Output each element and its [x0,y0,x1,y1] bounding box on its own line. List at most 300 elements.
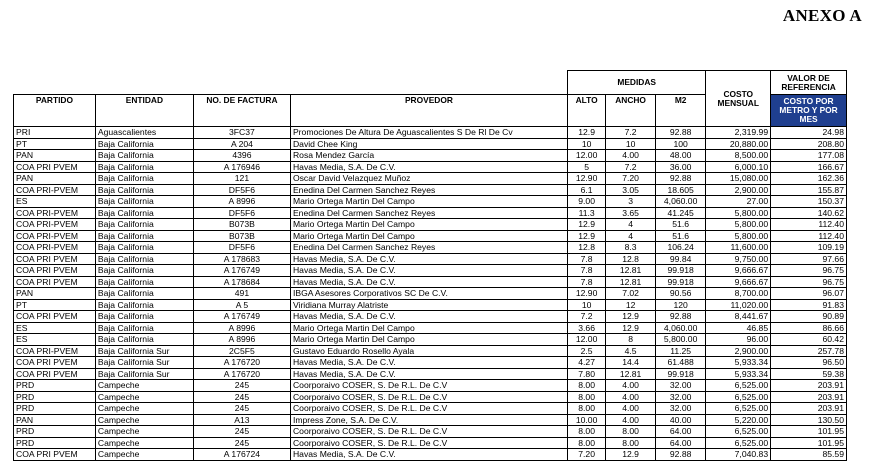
header-alto: ALTO [567,95,605,127]
table-row [14,196,847,208]
cell-proveedor: Viridiana Murray Alatriste [290,299,567,311]
cell-alto: 11.3 [567,207,605,219]
table-row [14,265,847,277]
cell-ancho: 4 [606,219,656,231]
table-row [14,161,847,173]
cell-entidad: Baja California [95,334,193,346]
cell-costo-mensual: 8,700.00 [706,288,771,300]
cell-m2: 18.605 [655,184,706,196]
cell-partido: PRD [14,391,96,403]
table-row [14,391,847,403]
cell-alto: 4.27 [567,357,605,369]
cell-m2: 99.84 [655,253,706,265]
cell-proveedor: Havas Media, S.A. De C.V. [290,449,567,461]
cell-entidad: Campeche [95,380,193,392]
table-row [14,311,847,323]
cell-no-factura: 245 [193,391,290,403]
cell-costo-por-metro: 150.37 [771,196,847,208]
cell-costo-por-metro: 96.50 [771,357,847,369]
cell-costo-mensual: 7,040.83 [706,449,771,461]
cell-entidad: Baja California Sur [95,357,193,369]
cell-proveedor: Havas Media, S.A. De C.V. [290,265,567,277]
cell-costo-por-metro: 130.50 [771,414,847,426]
cell-proveedor: Enedina Del Carmen Sanchez Reyes [290,184,567,196]
cell-alto: 6.1 [567,184,605,196]
cell-no-factura: A13 [193,414,290,426]
cell-entidad: Baja California [95,138,193,150]
header-entidad: ENTIDAD [95,95,193,127]
cell-costo-por-metro: 166.67 [771,161,847,173]
cell-costo-mensual: 2,319.99 [706,127,771,139]
cell-proveedor: Coorporaivo COSER, S. De R.L. De C.V [290,380,567,392]
cell-proveedor: Havas Media, S.A. De C.V. [290,311,567,323]
cell-entidad: Baja California [95,161,193,173]
cell-entidad: Campeche [95,437,193,449]
cell-proveedor: Oscar David Velazquez Muñoz [290,173,567,185]
cell-costo-por-metro: 177.08 [771,150,847,162]
cell-entidad: Baja California [95,322,193,334]
table-row [14,242,847,254]
cell-no-factura: A 8996 [193,196,290,208]
cell-m2: 99.918 [655,368,706,380]
cell-entidad: Baja California Sur [95,368,193,380]
cell-ancho: 12.81 [606,265,656,277]
cell-ancho: 3.05 [606,184,656,196]
cell-costo-por-metro: 96.75 [771,265,847,277]
cell-costo-mensual: 5,800.00 [706,219,771,231]
cell-costo-por-metro: 112.40 [771,219,847,231]
cell-costo-mensual: 9,666.67 [706,265,771,277]
cell-costo-por-metro: 96.75 [771,276,847,288]
cell-proveedor: Mario Ortega Martin Del Campo [290,334,567,346]
cell-proveedor: Mario Ortega Martin Del Campo [290,196,567,208]
table-row [14,219,847,231]
cell-no-factura: DF5F6 [193,207,290,219]
cell-proveedor: Mario Ortega Martin Del Campo [290,230,567,242]
cell-entidad: Baja California [95,253,193,265]
cell-entidad: Baja California [95,288,193,300]
table-row [14,299,847,311]
cell-alto: 5 [567,161,605,173]
cell-m2: 100 [655,138,706,150]
cell-partido: COA PRI PVEM [14,311,96,323]
cell-costo-mensual: 5,933.34 [706,357,771,369]
table-row [14,357,847,369]
cell-no-factura: 4396 [193,150,290,162]
cell-ancho: 7.2 [606,161,656,173]
cell-alto: 10.00 [567,414,605,426]
cell-partido: PAN [14,414,96,426]
cell-costo-por-metro: 162.36 [771,173,847,185]
cell-costo-por-metro: 91.83 [771,299,847,311]
cell-partido: COA PRI-PVEM [14,184,96,196]
cell-costo-mensual: 46.85 [706,322,771,334]
cell-costo-mensual: 6,525.00 [706,391,771,403]
cell-costo-por-metro: 109.19 [771,242,847,254]
cell-costo-mensual: 5,800.00 [706,230,771,242]
cell-costo-mensual: 5,800.00 [706,207,771,219]
cell-entidad: Baja California [95,242,193,254]
header-costo-mensual: COSTO MENSUAL [706,71,771,127]
cell-ancho: 3 [606,196,656,208]
cell-proveedor: Coorporaivo COSER, S. De R.L. De C.V [290,437,567,449]
cell-costo-mensual: 8,441.67 [706,311,771,323]
cell-costo-mensual: 96.00 [706,334,771,346]
cell-costo-mensual: 11,600.00 [706,242,771,254]
cell-partido: COA PRI PVEM [14,276,96,288]
table-row [14,426,847,438]
cell-proveedor: Impress Zone, S.A. De C.V. [290,414,567,426]
cell-ancho: 10 [606,138,656,150]
cell-ancho: 12.9 [606,311,656,323]
cell-partido: PRD [14,403,96,415]
cell-costo-por-metro: 155.87 [771,184,847,196]
invoice-table-container [13,70,847,461]
cell-proveedor: Havas Media, S.A. De C.V. [290,276,567,288]
cell-entidad: Baja California [95,150,193,162]
cell-m2: 92.88 [655,127,706,139]
cell-proveedor: Enedina Del Carmen Sanchez Reyes [290,207,567,219]
cell-partido: COA PRI PVEM [14,265,96,277]
cell-partido: COA PRI-PVEM [14,230,96,242]
annex-title: ANEXO A [782,6,862,25]
cell-ancho: 4.00 [606,380,656,392]
cell-partido: COA PRI PVEM [14,253,96,265]
cell-partido: PRI [14,127,96,139]
cell-proveedor: Rosa Mendez García [290,150,567,162]
cell-m2: 32.00 [655,380,706,392]
cell-ancho: 8.00 [606,426,656,438]
cell-costo-mensual: 6,000.10 [706,161,771,173]
cell-no-factura: 245 [193,437,290,449]
cell-ancho: 4 [606,230,656,242]
cell-partido: COA PRI PVEM [14,449,96,461]
cell-ancho: 7.20 [606,173,656,185]
cell-partido: COA PRI-PVEM [14,207,96,219]
cell-ancho: 8.00 [606,437,656,449]
table-row [14,334,847,346]
cell-m2: 92.88 [655,311,706,323]
cell-no-factura: A 178684 [193,276,290,288]
cell-costo-por-metro: 140.62 [771,207,847,219]
cell-m2: 106.24 [655,242,706,254]
cell-entidad: Campeche [95,426,193,438]
cell-costo-mensual: 5,933.34 [706,368,771,380]
cell-no-factura: A 176749 [193,311,290,323]
cell-proveedor: Coorporaivo COSER, S. De R.L. De C.V [290,391,567,403]
cell-partido: COA PRI PVEM [14,357,96,369]
cell-proveedor: Havas Media, S.A. De C.V. [290,368,567,380]
cell-entidad: Baja California [95,276,193,288]
cell-proveedor: Havas Media, S.A. De C.V. [290,357,567,369]
cell-entidad: Baja California [95,265,193,277]
cell-entidad: Campeche [95,449,193,461]
table-row [14,173,847,185]
table-row [14,230,847,242]
table-row [14,150,847,162]
cell-entidad: Campeche [95,391,193,403]
cell-no-factura: A 176720 [193,357,290,369]
cell-no-factura: A 8996 [193,322,290,334]
cell-proveedor: Mario Ortega Martin Del Campo [290,322,567,334]
cell-partido: ES [14,334,96,346]
cell-costo-por-metro: 60.42 [771,334,847,346]
cell-alto: 8.00 [567,403,605,415]
cell-proveedor: Mario Ortega Martin Del Campo [290,219,567,231]
table-row [14,437,847,449]
cell-alto: 8.00 [567,380,605,392]
cell-alto: 7.8 [567,265,605,277]
cell-costo-por-metro: 86.66 [771,322,847,334]
cell-ancho: 12 [606,299,656,311]
cell-m2: 5,800.00 [655,334,706,346]
cell-partido: ES [14,322,96,334]
cell-entidad: Campeche [95,403,193,415]
cell-costo-mensual: 6,525.00 [706,437,771,449]
cell-alto: 2.5 [567,345,605,357]
cell-partido: COA PRI PVEM [14,368,96,380]
cell-proveedor: Promociones De Altura De Aguascalientes S De Rl De Cv [290,127,567,139]
cell-entidad: Baja California [95,311,193,323]
cell-no-factura: A 176946 [193,161,290,173]
cell-m2: 92.88 [655,173,706,185]
cell-ancho: 3.65 [606,207,656,219]
cell-partido: PAN [14,150,96,162]
cell-alto: 12.90 [567,288,605,300]
cell-m2: 32.00 [655,391,706,403]
cell-partido: PRD [14,437,96,449]
cell-alto: 7.20 [567,449,605,461]
cell-ancho: 4.00 [606,391,656,403]
cell-costo-por-metro: 203.91 [771,391,847,403]
cell-costo-mensual: 8,500.00 [706,150,771,162]
cell-costo-por-metro: 257.78 [771,345,847,357]
cell-no-factura: A 204 [193,138,290,150]
cell-costo-mensual: 9,750.00 [706,253,771,265]
cell-no-factura: A 178683 [193,253,290,265]
cell-no-factura: 3FC37 [193,127,290,139]
cell-alto: 12.00 [567,334,605,346]
cell-m2: 64.00 [655,437,706,449]
cell-no-factura: B073B [193,230,290,242]
cell-alto: 12.00 [567,150,605,162]
cell-partido: COA PRI-PVEM [14,242,96,254]
cell-alto: 3.66 [567,322,605,334]
cell-alto: 12.9 [567,219,605,231]
cell-entidad: Baja California [95,207,193,219]
cell-m2: 61.488 [655,357,706,369]
cell-partido: PAN [14,173,96,185]
cell-costo-mensual: 6,525.00 [706,426,771,438]
cell-proveedor: IBGA Asesores Corporativos SC De C.V. [290,288,567,300]
cell-partido: PAN [14,288,96,300]
header-ancho: ANCHO [606,95,656,127]
cell-costo-mensual: 6,525.00 [706,380,771,392]
cell-proveedor: Coorporaivo COSER, S. De R.L. De C.V [290,426,567,438]
cell-costo-por-metro: 101.95 [771,426,847,438]
cell-proveedor: Enedina Del Carmen Sanchez Reyes [290,242,567,254]
cell-alto: 9.00 [567,196,605,208]
cell-costo-mensual: 2,900.00 [706,345,771,357]
cell-no-factura: A 8996 [193,334,290,346]
cell-costo-por-metro: 208.80 [771,138,847,150]
cell-alto: 12.9 [567,127,605,139]
cell-ancho: 4.5 [606,345,656,357]
cell-partido: COA PRI-PVEM [14,345,96,357]
cell-m2: 4,060.00 [655,322,706,334]
cell-m2: 4,060.00 [655,196,706,208]
cell-m2: 99.918 [655,265,706,277]
table-row [14,184,847,196]
cell-no-factura: A 176749 [193,265,290,277]
cell-m2: 11.25 [655,345,706,357]
header-valor-referencia: VALOR DE REFERENCIA [771,71,847,95]
header-partido: PARTIDO [14,95,96,127]
cell-partido: ES [14,196,96,208]
cell-partido: PT [14,138,96,150]
cell-entidad: Baja California [95,184,193,196]
cell-alto: 12.9 [567,230,605,242]
cell-entidad: Baja California [95,219,193,231]
invoice-table [13,70,847,461]
cell-ancho: 8.3 [606,242,656,254]
cell-partido: PT [14,299,96,311]
cell-costo-mensual: 11,020.00 [706,299,771,311]
cell-no-factura: DF5F6 [193,242,290,254]
cell-m2: 32.00 [655,403,706,415]
cell-ancho: 4.00 [606,403,656,415]
cell-proveedor: Havas Media, S.A. De C.V. [290,161,567,173]
table-row [14,403,847,415]
cell-ancho: 12.9 [606,449,656,461]
cell-ancho: 4.00 [606,414,656,426]
cell-no-factura: 245 [193,380,290,392]
header-m2: M2 [655,95,706,127]
cell-costo-mensual: 27.00 [706,196,771,208]
cell-no-factura: 121 [193,173,290,185]
cell-proveedor: Havas Media, S.A. De C.V. [290,253,567,265]
cell-ancho: 7.02 [606,288,656,300]
cell-no-factura: 2C5F5 [193,345,290,357]
cell-m2: 41.245 [655,207,706,219]
cell-m2: 40.00 [655,414,706,426]
cell-proveedor: David Chee King [290,138,567,150]
cell-m2: 51.6 [655,219,706,231]
cell-m2: 64.00 [655,426,706,438]
cell-costo-por-metro: 203.91 [771,403,847,415]
cell-alto: 7.80 [567,368,605,380]
cell-costo-por-metro: 85.59 [771,449,847,461]
cell-costo-por-metro: 90.89 [771,311,847,323]
cell-alto: 12.90 [567,173,605,185]
cell-entidad: Aguascalientes [95,127,193,139]
cell-costo-mensual: 15,080.00 [706,173,771,185]
cell-alto: 8.00 [567,437,605,449]
cell-proveedor: Coorporaivo COSER, S. De R.L. De C.V [290,403,567,415]
cell-ancho: 8 [606,334,656,346]
cell-alto: 12.8 [567,242,605,254]
cell-no-factura: DF5F6 [193,184,290,196]
cell-alto: 7.8 [567,253,605,265]
table-row [14,380,847,392]
cell-entidad: Baja California [95,230,193,242]
cell-ancho: 12.81 [606,276,656,288]
cell-m2: 48.00 [655,150,706,162]
cell-m2: 51.6 [655,230,706,242]
cell-costo-mensual: 20,880.00 [706,138,771,150]
cell-ancho: 4.00 [606,150,656,162]
cell-alto: 10 [567,138,605,150]
table-row [14,127,847,139]
cell-alto: 7.8 [567,276,605,288]
cell-partido: PRD [14,426,96,438]
table-row [14,368,847,380]
cell-no-factura: 491 [193,288,290,300]
cell-ancho: 12.81 [606,368,656,380]
header-costo-por-metro: COSTO POR METRO Y POR MES [771,95,847,127]
header-proveedor: PROVEDOR [290,95,567,127]
cell-proveedor: Gustavo Eduardo Rosello Ayala [290,345,567,357]
table-row [14,449,847,461]
table-row [14,253,847,265]
cell-entidad: Baja California Sur [95,345,193,357]
cell-costo-por-metro: 24.98 [771,127,847,139]
cell-alto: 8.00 [567,426,605,438]
cell-no-factura: A 5 [193,299,290,311]
cell-m2: 90.56 [655,288,706,300]
table-row [14,322,847,334]
table-row [14,276,847,288]
cell-alto: 8.00 [567,391,605,403]
cell-costo-por-metro: 203.91 [771,380,847,392]
cell-m2: 36.00 [655,161,706,173]
cell-entidad: Baja California [95,173,193,185]
table-row [14,345,847,357]
cell-no-factura: 245 [193,403,290,415]
cell-no-factura: 245 [193,426,290,438]
cell-costo-por-metro: 112.40 [771,230,847,242]
cell-m2: 99.918 [655,276,706,288]
cell-costo-mensual: 6,525.00 [706,403,771,415]
cell-costo-mensual: 5,220.00 [706,414,771,426]
cell-ancho: 12.9 [606,322,656,334]
cell-no-factura: A 176724 [193,449,290,461]
cell-ancho: 7.2 [606,127,656,139]
cell-partido: COA PRI PVEM [14,161,96,173]
table-row [14,288,847,300]
cell-no-factura: B073B [193,219,290,231]
table-row [14,207,847,219]
table-body [14,127,847,461]
cell-partido: PRD [14,380,96,392]
cell-alto: 10 [567,299,605,311]
cell-entidad: Baja California [95,299,193,311]
cell-costo-por-metro: 96.07 [771,288,847,300]
cell-costo-mensual: 9,666.67 [706,276,771,288]
table-row [14,138,847,150]
cell-entidad: Campeche [95,414,193,426]
cell-partido: COA PRI-PVEM [14,219,96,231]
cell-no-factura: A 176720 [193,368,290,380]
cell-alto: 7.2 [567,311,605,323]
cell-ancho: 12.8 [606,253,656,265]
cell-costo-por-metro: 97.66 [771,253,847,265]
cell-costo-por-metro: 101.95 [771,437,847,449]
header-medidas: MEDIDAS [567,71,706,95]
cell-entidad: Baja California [95,196,193,208]
cell-m2: 120 [655,299,706,311]
cell-costo-mensual: 2,900.00 [706,184,771,196]
